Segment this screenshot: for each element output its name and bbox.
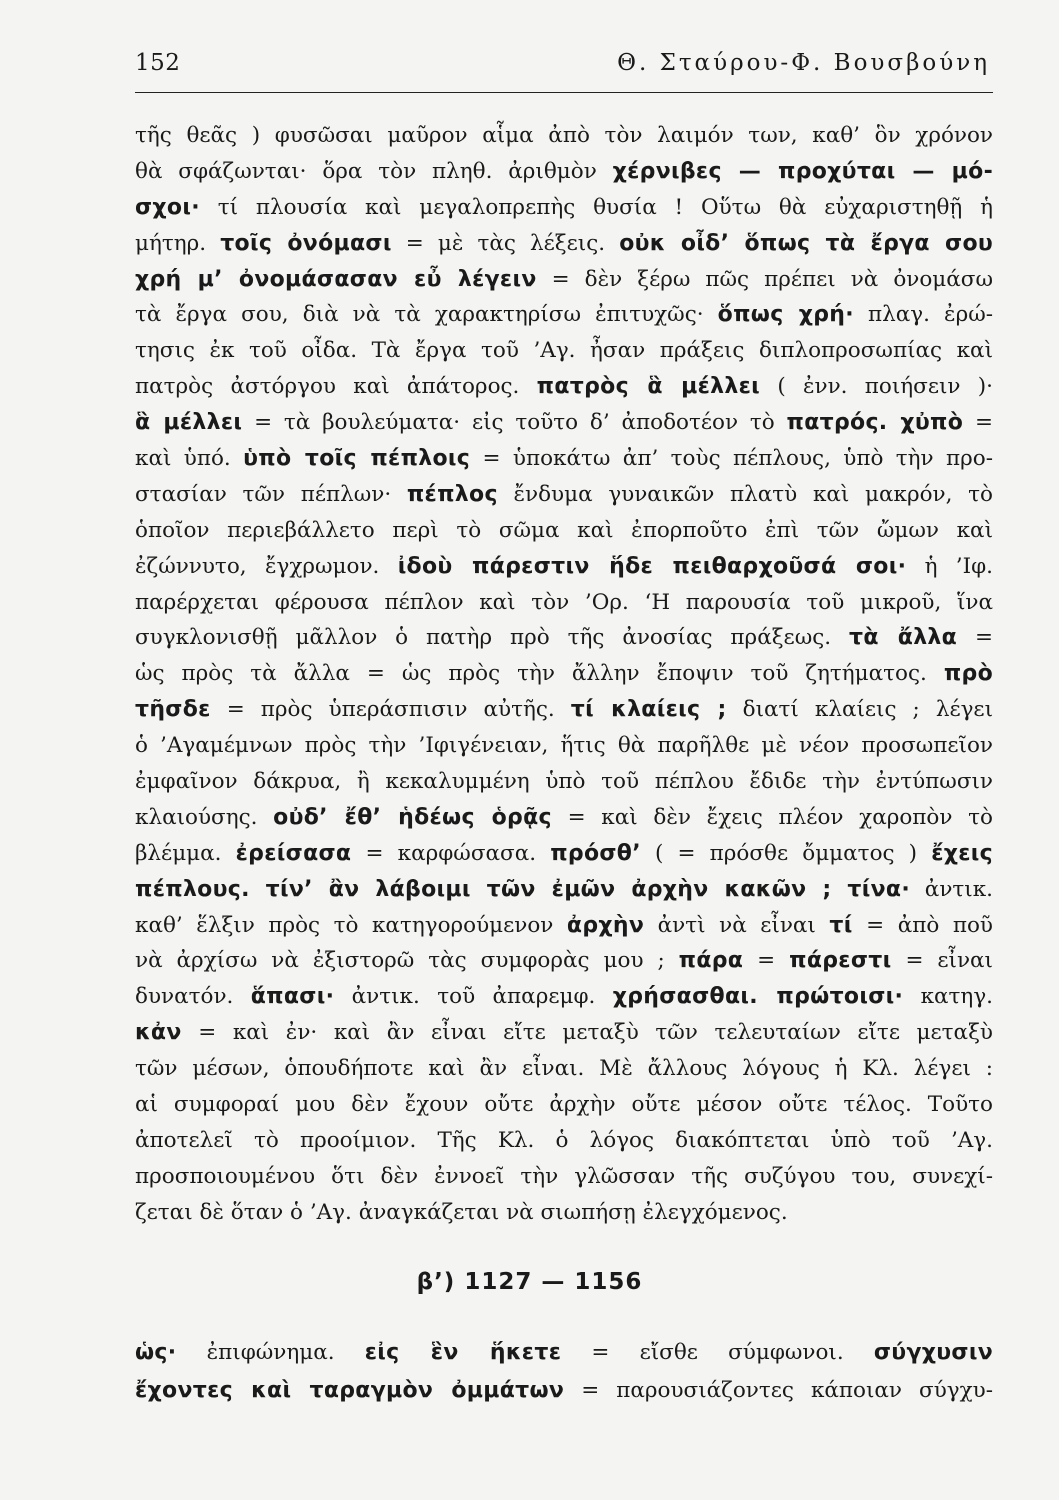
gloss: ὁποῖον περιεβάλλετο περὶ τὸ σῶμα καὶ ἐπορποῦτο ἐπὶ τῶν ὤμων καὶ xyxy=(135,517,993,543)
text-line xyxy=(135,549,993,585)
section-heading: β’) 1127 — 1156 xyxy=(416,1269,643,1295)
lemma: ἐρείσασα xyxy=(235,840,352,866)
page-number: 152 xyxy=(135,50,181,76)
lemma: εἰς ἓν ἥκετε xyxy=(364,1340,562,1365)
page-header xyxy=(135,50,990,86)
text-line xyxy=(135,1123,993,1159)
text-line xyxy=(135,585,993,621)
text-line xyxy=(135,728,993,764)
gloss: αἱ συμφοραί μου δὲν ἔχουν οὔτε ἀρχὴν οὔτε μέσον οὔτε τέλος. Τοῦτο xyxy=(135,1092,993,1118)
text-line xyxy=(135,118,993,154)
gloss: = εἶναι xyxy=(891,948,993,974)
text-line xyxy=(135,943,993,979)
lemma: τοῖς ὀνόμασι xyxy=(220,230,392,256)
lemma: ἔχοντες καὶ ταραγμὸν ὀμμάτων xyxy=(135,1378,565,1403)
lemma: ὑπὸ τοῖς πέπλοις xyxy=(243,446,471,472)
lemma: πρὸ xyxy=(943,661,993,687)
gloss: θὰ σφάζωνται· ὅρα τὸν πληθ. ἀριθμὸν xyxy=(135,158,613,184)
gloss: = ὑποκάτω ἀπ’ τοὺς πέπλους, ὑπὸ τὴν προ- xyxy=(470,446,993,472)
text-line xyxy=(135,190,993,226)
gloss: ἐζώννυτο, ἔγχρωμον. xyxy=(135,553,398,579)
lemma: τὰ ἄλλα xyxy=(849,625,958,651)
gloss: στασίαν τῶν πέπλων· xyxy=(135,481,407,507)
gloss: = δὲν ξέρω πῶς πρέπει νὰ ὀνομάσω xyxy=(536,266,993,292)
lemma: τῆσδε xyxy=(135,697,211,723)
running-head: Θ. Σταύρου-Φ. Βουσβούνη xyxy=(617,50,990,76)
lemma: πέπλος xyxy=(406,481,498,507)
lemma: χρήσασθαι. πρώτοισι· xyxy=(612,984,904,1010)
lemma: ἔχεις xyxy=(931,840,993,866)
gloss: διατί κλαίεις ; λέγει xyxy=(726,697,993,723)
gloss: προσποιουμένου ὅτι δὲν ἐννοεῖ τὴν γλῶσσαν τῆς συζύγου του, συνεχί- xyxy=(135,1163,993,1189)
text-line xyxy=(135,908,993,944)
gloss: = xyxy=(743,948,790,974)
text-line xyxy=(135,297,993,333)
lemma: οὐδ’ ἔθ’ ἡδέως ὁρᾷς xyxy=(273,804,552,830)
gloss: δυνατόν. xyxy=(135,984,251,1010)
text-line xyxy=(135,226,993,262)
lemma: ὅπως χρή· xyxy=(717,302,854,328)
header-rule xyxy=(135,92,993,93)
gloss: ἀντικ. xyxy=(909,876,993,902)
text-line xyxy=(135,513,993,549)
gloss: ἔνδυμα γυναικῶν πλατὺ καὶ μακρόν, τὸ xyxy=(497,481,993,507)
text-line xyxy=(135,262,993,298)
text-line xyxy=(135,1015,993,1051)
gloss: = τὰ βουλεύματα· εἰς τοῦτο δ’ ἀποδοτέον τὸ xyxy=(242,410,787,436)
lemma: ἰδοὺ πάρεστιν ἥδε πειθαρχοῦσά σοι· xyxy=(397,553,907,579)
text-line xyxy=(135,477,993,513)
text-line xyxy=(135,1372,993,1410)
lemma: τί xyxy=(829,912,853,938)
lemma: ἀρχὴν xyxy=(566,912,645,938)
text-line xyxy=(135,620,993,656)
gloss: βλέμμα. xyxy=(135,840,236,866)
gloss: ἀντὶ νὰ εἶναι xyxy=(644,912,830,938)
lemma: πατρός. χὐπὸ xyxy=(786,410,964,436)
text-line xyxy=(135,1087,993,1123)
gloss: = καρφώσασα. xyxy=(351,840,551,866)
text-line xyxy=(135,1334,993,1372)
lemma: ἃ μέλλει xyxy=(135,410,243,436)
gloss: καθ’ ἕλξιν πρὸς τὸ κατηγορούμενον xyxy=(135,912,567,938)
text-line xyxy=(135,692,993,728)
gloss: = xyxy=(957,625,993,651)
text-line xyxy=(135,836,993,872)
text-line xyxy=(135,441,993,477)
text-line xyxy=(135,1195,993,1231)
lemma: σύγχυσιν xyxy=(873,1340,993,1365)
gloss: ἐμφαῖνον δάκρυα, ἢ κεκαλυμμένη ὑπὸ τοῦ πέπλου ἔδιδε τὴν ἐντύπωσιν xyxy=(135,769,993,795)
gloss: ζεται δὲ ὅταν ὁ ’Αγ. ἀναγκάζεται νὰ σιωπήσῃ ἐλεγχόμενος. xyxy=(135,1199,788,1225)
gloss: = παρουσιάζοντες κάποιαν σύγχυ- xyxy=(564,1378,993,1403)
gloss: παρέρχεται φέρουσα πέπλον καὶ τὸν ’Ορ. ‘Η παρουσία τοῦ μικροῦ, ἵνα xyxy=(135,589,993,615)
gloss: κλαιούσης. xyxy=(135,804,274,830)
text-line xyxy=(135,656,993,692)
gloss: = καὶ δὲν ἔχεις πλέον χαροπὸν τὸ xyxy=(551,804,993,830)
commentary-text-continued xyxy=(135,1334,993,1410)
lemma: οὐκ οἶδ’ ὅπως τὰ ἔργα σου xyxy=(619,230,993,256)
text-line xyxy=(135,405,993,441)
lemma: πατρὸς ἃ μέλλει xyxy=(536,374,761,400)
lemma: τί κλαίεις ; xyxy=(570,697,727,723)
lemma: πάρα xyxy=(678,948,744,974)
gloss: τῶν μέσων, ὁπουδήποτε καὶ ἂν εἶναι. Μὲ ἄλλους λόγους ἡ Κλ. λέγει : xyxy=(135,1056,993,1082)
gloss: τησις ἐκ τοῦ οἶδα. Τὰ ἔργα τοῦ ’Αγ. ἦσαν πράξεις διπλοπροσωπίας καὶ xyxy=(135,338,993,364)
gloss: πατρὸς ἀστόργου καὶ ἀπάτορος. xyxy=(135,374,537,400)
gloss: ἀντικ. τοῦ ἀπαρεμφ. xyxy=(334,984,613,1010)
gloss: τί πλουσία καὶ μεγαλοπρεπὴς θυσία ! Οὕτω θὰ εὐχαριστηθῇ ἡ xyxy=(199,194,993,220)
gloss: = πρὸς ὑπεράσπισιν αὐτῆς. xyxy=(210,697,571,723)
lemma: πρόσθ’ xyxy=(550,840,641,866)
gloss: τὰ ἔργα σου, διὰ νὰ τὰ χαρακτηρίσω ἐπιτυχῶς· xyxy=(135,302,718,328)
lemma: ὡς· xyxy=(135,1340,177,1365)
lemma: σχοι· xyxy=(135,194,200,220)
gloss: ( ἐνν. ποιήσειν )· xyxy=(760,374,993,400)
text-line xyxy=(135,872,993,908)
text-line xyxy=(135,1159,993,1195)
text-line xyxy=(135,333,993,369)
gloss: ὁ ’Αγαμέμνων πρὸς τὴν ’Ιφιγένειαν, ἥτις θὰ παρῆλθε μὲ νέον προσωπεῖον xyxy=(135,733,993,759)
gloss: = ἀπὸ ποῦ xyxy=(852,912,993,938)
gloss: = μὲ τὰς λέξεις. xyxy=(391,230,620,256)
text-line xyxy=(135,154,993,190)
gloss: ἡ ’Ιφ. xyxy=(906,553,993,579)
gloss: ὡς πρὸς τὰ ἄλλα = ὡς πρὸς τὴν ἄλλην ἔποψιν τοῦ ζητήματος. xyxy=(135,661,944,687)
gloss: = καὶ ἐν· καὶ ἂν εἶναι εἴτε μεταξὺ τῶν τελευταίων εἴτε μεταξὺ xyxy=(181,1020,993,1046)
gloss: = εἴσθε σύμφωνοι. xyxy=(561,1340,874,1365)
gloss: ἀποτελεῖ τὸ προοίμιον. Τῆς Κλ. ὁ λόγος διακόπτεται ὑπὸ τοῦ ’Αγ. xyxy=(135,1127,993,1153)
commentary-text xyxy=(135,118,993,1231)
text-line xyxy=(135,369,993,405)
text-line xyxy=(135,800,993,836)
gloss: πλαγ. ἐρώ- xyxy=(853,302,993,328)
gloss: μήτηρ. xyxy=(135,230,221,256)
gloss: = xyxy=(963,410,993,436)
text-line xyxy=(135,764,993,800)
text-line xyxy=(135,1051,993,1087)
lemma: ἅπασι· xyxy=(250,984,335,1010)
lemma: χρή μ’ ὀνομάσασαν εὖ λέγειν xyxy=(135,266,537,292)
lemma: χέρνιβες — προχύται — μό- xyxy=(612,158,993,184)
gloss: καὶ ὑπό. xyxy=(135,446,244,472)
gloss: ( = πρόσθε ὄμματος ) xyxy=(640,840,932,866)
lemma: πέπλους. τίν’ ἂν λάβοιμι τῶν ἐμῶν ἀρχὴν κακῶν ; τίνα· xyxy=(135,876,910,902)
gloss: τῆς θεᾶς ) φυσῶσαι μαῦρον αἷμα ἀπὸ τὸν λαιμόν των, καθ’ ὃν χρόνον xyxy=(135,123,993,148)
text-line xyxy=(135,979,993,1015)
lemma: πάρεστι xyxy=(789,948,892,974)
lemma: κἀν xyxy=(135,1020,182,1046)
gloss: νὰ ἀρχίσω νὰ ἐξιστορῶ τὰς συμφορὰς μου ; xyxy=(135,948,679,974)
gloss: κατηγ. xyxy=(903,984,993,1010)
gloss: συγκλονισθῇ μᾶλλον ὁ πατὴρ πρὸ τῆς ἀνοσίας πράξεως. xyxy=(135,625,850,651)
gloss: ἐπιφώνημα. xyxy=(176,1340,365,1365)
